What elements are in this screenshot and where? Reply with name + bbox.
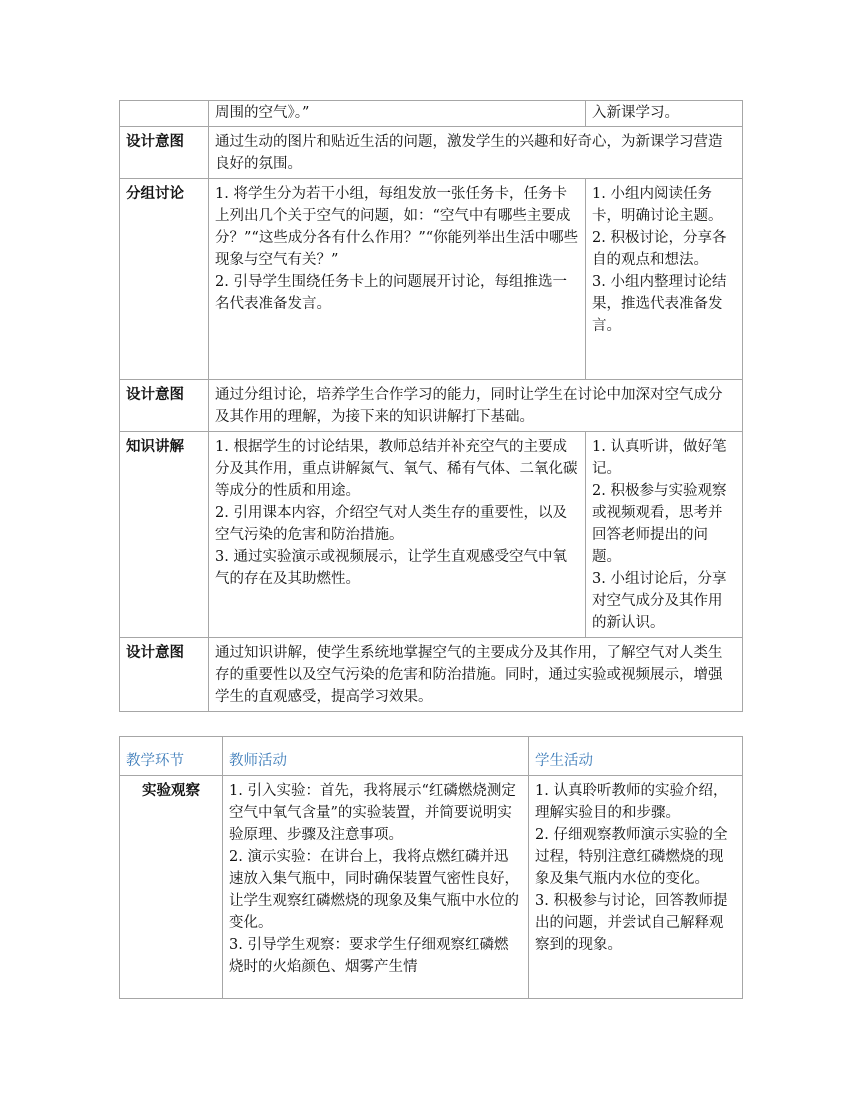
list-item: 1. 认真听讲，做好笔记。 bbox=[592, 439, 727, 477]
table-row bbox=[120, 638, 743, 712]
list-item: 2. 引用课本内容，介绍空气对人类生存的重要性，以及空气污染的危害和防治措施。 bbox=[215, 505, 567, 543]
list-item: 3. 引导学生观察：要求学生仔细观察红磷燃烧时的火焰颜色、烟雾产生情 bbox=[229, 937, 509, 975]
row-label: 知识讲解 bbox=[120, 432, 209, 638]
design-intent-text: 通过分组讨论，培养学生合作学习的能力，同时让学生在讨论中加深对空气成分及其作用的理解，为接下来的知识讲解打下基础。 bbox=[209, 380, 743, 432]
teacher-activity-cell: 周围的空气》。” bbox=[209, 101, 586, 127]
list-item: 1. 认真聆听教师的实验介绍，理解实验目的和步骤。 bbox=[535, 783, 728, 821]
teacher-activity-cell bbox=[223, 776, 529, 999]
row-label: 设计意图 bbox=[120, 638, 209, 712]
list-item: 1. 引入实验：首先，我将展示“红磷燃烧测定空气中氧气含量”的实验装置，并简要说明实验原理、步骤及注意事项。 bbox=[229, 783, 516, 843]
student-activity-cell: 入新课学习。 bbox=[586, 101, 743, 127]
list-item: 2. 演示实验：在讲台上，我将点燃红磷并迅速放入集气瓶中，同时确保装置气密性良好，让学生观察红磷燃烧的现象及集气瓶中水位的变化。 bbox=[229, 849, 519, 931]
table-row bbox=[120, 432, 743, 638]
list-item: 1. 小组内阅读任务卡，明确讨论主题。 bbox=[592, 186, 723, 224]
list-item: 3. 通过实验演示或视频展示，让学生直观感受空气中氧气的存在及其助燃性。 bbox=[215, 549, 567, 587]
row-label: 实验观察 bbox=[120, 776, 223, 999]
column-header-stage: 教学环节 bbox=[120, 737, 223, 776]
lesson-table-1 bbox=[119, 100, 743, 712]
row-label: 分组讨论 bbox=[120, 179, 209, 380]
list-item: 2. 引导学生围绕任务卡上的问题展开讨论，每组推选一名代表准备发言。 bbox=[215, 274, 567, 312]
table-row bbox=[120, 179, 743, 380]
table-row bbox=[120, 127, 743, 179]
design-intent-text: 通过生动的图片和贴近生活的问题，激发学生的兴趣和好奇心，为新课学习营造良好的氛围。 bbox=[209, 127, 743, 179]
table-cell bbox=[120, 101, 209, 127]
list-item: 3. 小组讨论后，分享对空气成分及其作用的新认识。 bbox=[592, 571, 727, 631]
table-row bbox=[120, 101, 743, 127]
column-header-teacher: 教师活动 bbox=[223, 737, 529, 776]
table-header-row bbox=[120, 737, 743, 776]
list-item: 2. 仔细观察教师演示实验的全过程，特别注意红磷燃烧的现象及集气瓶内水位的变化。 bbox=[535, 827, 728, 887]
teacher-activity-cell bbox=[209, 179, 586, 380]
list-item: 3. 积极参与讨论，回答教师提出的问题，并尝试自己解释观察到的现象。 bbox=[535, 893, 728, 953]
list-item: 1. 根据学生的讨论结果，教师总结并补充空气的主要成分及其作用，重点讲解氮气、氧气、稀有气体、二氧化碳等成分的性质和用途。 bbox=[215, 439, 578, 499]
student-activity-cell bbox=[586, 179, 743, 380]
column-header-student: 学生活动 bbox=[529, 737, 743, 776]
student-activity-cell bbox=[529, 776, 743, 999]
row-label: 设计意图 bbox=[120, 380, 209, 432]
table-row bbox=[120, 776, 743, 999]
student-activity-cell bbox=[586, 432, 743, 638]
design-intent-text: 通过知识讲解，使学生系统地掌握空气的主要成分及其作用，了解空气对人类生存的重要性以及空气污染的危害和防治措施。同时，通过实验或视频展示，增强学生的直观感受，提高学习效果。 bbox=[209, 638, 743, 712]
list-item: 1. 将学生分为若干小组，每组发放一张任务卡，任务卡上列出几个关于空气的问题，如：“空气中有哪些主要成分？”“这些成分各有什么作用？”“你能列举出生活中哪些现象与空气有关？” bbox=[215, 186, 579, 268]
table-row bbox=[120, 380, 743, 432]
teacher-activity-cell bbox=[209, 432, 586, 638]
lesson-table-2 bbox=[119, 736, 743, 999]
row-label: 设计意图 bbox=[120, 127, 209, 179]
list-item: 3. 小组内整理讨论结果，推选代表准备发言。 bbox=[592, 274, 727, 334]
list-item: 2. 积极参与实验观察或视频观看，思考并回答老师提出的问题。 bbox=[592, 483, 727, 565]
list-item: 2. 积极讨论，分享各自的观点和想法。 bbox=[592, 230, 727, 268]
